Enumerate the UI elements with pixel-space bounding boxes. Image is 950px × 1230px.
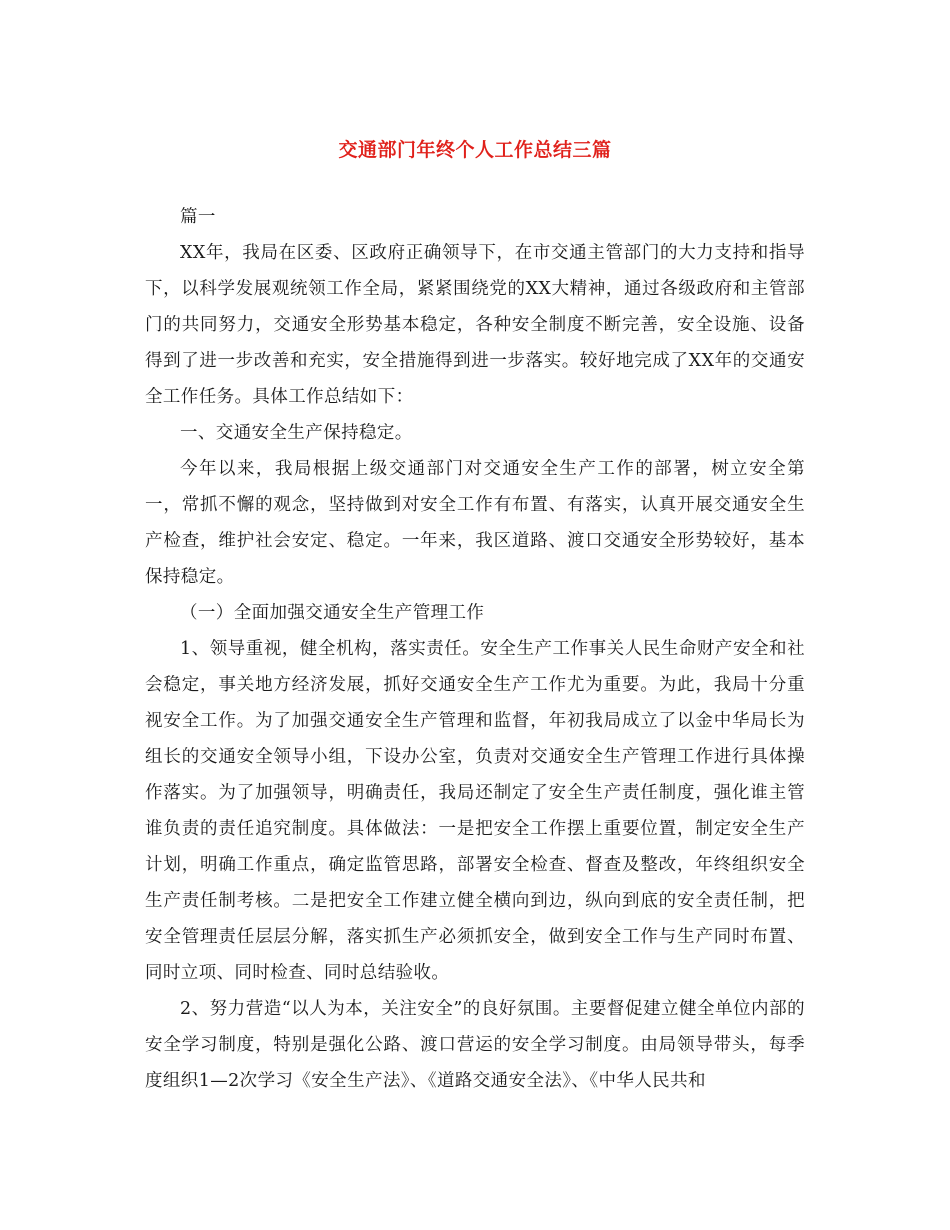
- subsection-heading-management: （一）全面加强交通安全生产管理工作: [180, 603, 485, 623]
- section-heading-safety-stable: 一、交通安全生产保持稳定。: [180, 423, 413, 443]
- paragraph-safety-overview: 今年以来，我局根据上级交通部门对交通安全生产工作的部署，树立安全第一，常抓不懈的观念，坚持做到对安全工作有布置、有落实，认真开展交通安全生产检查，维护社会安定、稳定。一年来，我区道路、渡口交通安全形势较好，基本保持稳定。: [145, 459, 805, 587]
- paragraph-item-1: 1、领导重视，健全机构，落实责任。安全生产工作事关人民生命财产安全和社会稳定，事关地方经济发展，抓好交通安全生产工作尤为重要。为此，我局十分重视安全工作。为了加强交通安全生产管理和监督，年初我局成立了以金中华局长为组长的交通安全领导小组，下设办公室，负责对交通安全生产管理工作进行具体操作落实。为了加强领导，明确责任，我局还制定了安全生产责任制度，强化谁主管谁负责的责任追究制度。具体做法：一是把安全工作摆上重要位置，制定安全生产计划，明确工作重点，确定监管思路，部署安全检查、督查及整改，年终组织安全生产责任制考核。二是把安全工作建立健全横向到边，纵向到底的安全责任制，把安全管理责任层层分解，落实抓生产必须抓安全，做到安全工作与生产同时布置、同时立项、同时检查、同时总结验收。: [145, 639, 805, 983]
- paragraph-intro: XX年，我局在区委、区政府正确领导下，在市交通主管部门的大力支持和指导下，以科学发展观统领工作全局，紧紧围绕党的XX大精神，通过各级政府和主管部门的共同努力，交通安全形势基本稳定，各种安全制度不断完善，安全设施、设备得到了进一步改善和充实，安全措施得到进一步落实。较好地完成了XX年的交通安全工作任务。具体工作总结如下：: [145, 243, 805, 407]
- paragraph-item-2: 2、努力营造“以人为本，关注安全”的良好氛围。主要督促建立健全单位内部的安全学习制度，特别是强化公路、渡口营运的安全学习制度。由局领导带头，每季度组织1—2次学习《安全生产法》、《道路交通安全法》、《中华人民共和: [145, 999, 805, 1091]
- document-title: 交通部门年终个人工作总结三篇: [338, 139, 612, 161]
- document-body: [145, 199, 805, 1099]
- section-heading-part-one: 篇一: [180, 207, 216, 227]
